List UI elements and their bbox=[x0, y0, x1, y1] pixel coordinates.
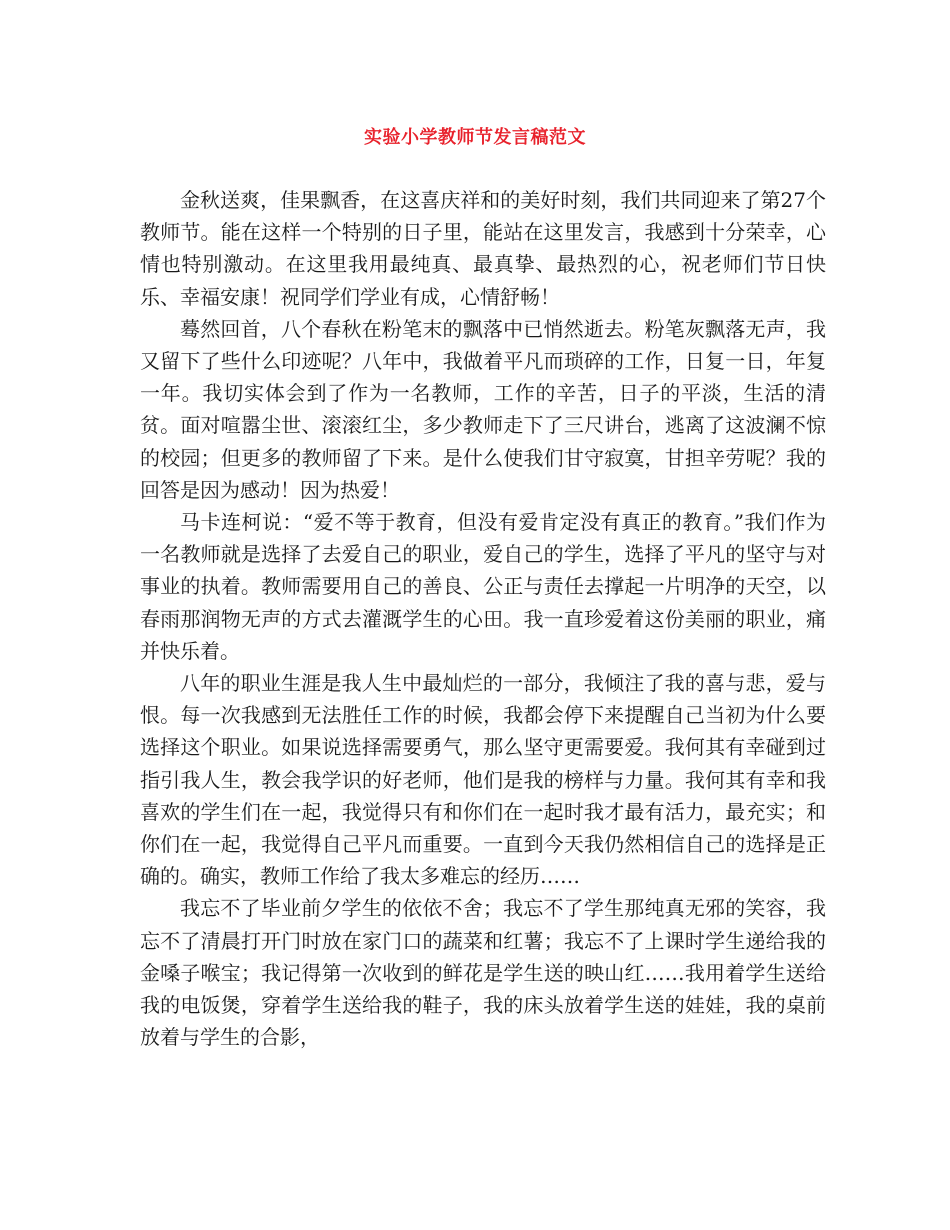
paragraph-5: 我忘不了毕业前夕学生的依依不舍；我忘不了学生那纯真无邪的笑容，我忘不了清晨打开门时放在家门口的蔬菜和红薯；我忘不了上课时学生递给我的金嗓子喉宝；我记得第一次收到的鲜花是学生送的映山红……我用着学生送给我的电饭煲，穿着学生送给我的鞋子，我的床头放着学生送的娃娃，我的桌前放着与学生的合影， bbox=[140, 896, 826, 1050]
paragraph-3: 马卡连柯说：“爱不等于教育，但没有爱肯定没有真正的教育。”我们作为一名教师就是选择了去爱自己的职业，爱自己的学生，选择了平凡的坚守与对事业的执着。教师需要用自己的善良、公正与责任去撑起一片明净的天空，以春雨那润物无声的方式去灌溉学生的心田。我一直珍爱着这份美丽的职业，痛并快乐着。 bbox=[140, 510, 826, 663]
paragraph-4: 八年的职业生涯是我人生中最灿烂的一部分，我倾注了我的喜与悲，爱与恨。每一次我感到无法胜任工作的时候，我都会停下来提醒自己当初为什么要选择这个职业。如果说选择需要勇气，那么坚守更需要爱。我何其有幸碰到过指引我人生，教会我学识的好老师，他们是我的榜样与力量。我何其有幸和我喜欢的学生们在一起，我觉得只有和你们在一起时我才最有活力，最充实；和你们在一起，我觉得自己平凡而重要。一直到今天我仍然相信自己的选择是正确的。确实，教师工作给了我太多难忘的经历…… bbox=[140, 671, 826, 889]
paragraph-2: 蓦然回首，八个春秋在粉笔末的飘落中已悄然逝去。粉笔灰飘落无声，我又留下了些什么印迹呢？八年中，我做着平凡而琐碎的工作，日复一日，年复一年。我切实体会到了作为一名教师，工作的辛苦，日子的平淡，生活的清贫。面对喧嚣尘世、滚滚红尘，多少教师走下了三尺讲台，逃离了这波澜不惊的校园；但更多的教师留了下来。是什么使我们甘守寂寞，甘担辛劳呢？我的回答是因为感动！因为热爱！ bbox=[140, 316, 826, 502]
paragraph-1: 金秋送爽，佳果飘香，在这喜庆祥和的美好时刻，我们共同迎来了第27个教师节。能在这样一个特别的日子里，能站在这里发言，我感到十分荣幸，心情也特别激动。在这里我用最纯真、最真挚、最热烈的心，祝老师们节日快乐、幸福安康！祝同学们学业有成，心情舒畅！ bbox=[140, 188, 826, 309]
document-body bbox=[140, 184, 826, 1053]
document-title: 实验小学教师节发言稿范文 bbox=[364, 127, 586, 148]
